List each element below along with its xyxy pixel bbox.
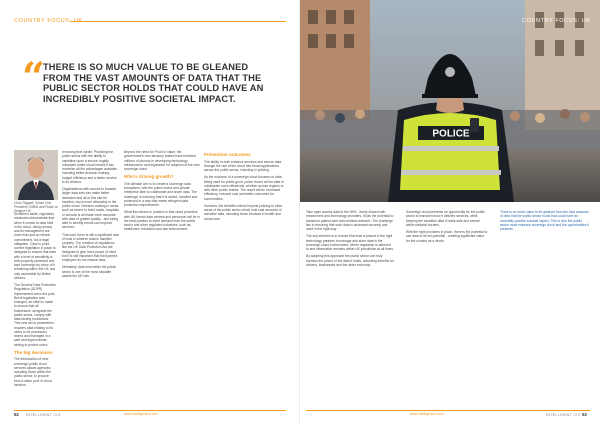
column-6 [406,210,488,246]
url-right[interactable]: www.intelligentcio.com [410,412,445,416]
paragraph: That said, there is still a significant lack of trust in whether data is handled properly. The creation of regulations like the UK Data Protection Act are designed to give more peace of mind, but it is still important that third parties employed do not misuse data. [62,232,119,262]
column-5 [306,210,394,270]
paragraph: The ability to both enhance services and secure data through the use of the cloud has broad applications across the public sector, including in policing. [204,159,282,172]
paragraph: Ultimately, data held within the public sector is one of the most valuable assets the UK has. [62,265,116,278]
paragraph: Sovereign cloud presents an opportunity for the public sector to transform how it delivers services, while keeping the sensitive data it holds safe and secure within national borders. [406,210,485,227]
right-page [300,0,600,424]
portrait-photo [14,150,58,200]
subheading: The big decisions [14,349,53,355]
page-number-left: 52 [14,412,19,417]
subheading: Prevention outcomes [204,152,251,157]
footer-rule-left [14,410,286,411]
paragraph: The ultimate aim is to create a sovereign data ecosystem, with the public sector and private enterprise able to collaborate and share data. The challenge is ensuring that it is stored, handled and protected in a way that meets stringent data protection requirements. [124,181,198,207]
column-2 [62,150,120,281]
paragraph: Organisations with access to broader, larger data sets can make better decisions and all of this can be handled, much more affordably in the public cloud. Decision-making in areas such as where to build roads, hospitals or schools is all made more accurate with data of greater quality - and being able to identify trends can improve services. [62,187,119,230]
pull-quote: THERE IS SO MUCH VALUE TO BE GLEANED FROM THE VAST AMOUNTS OF DATA THAT THE PUBLIC SECTOR HOLDS THAT COULD HAVE AN INCREDIBLY POSITIVE SOCIETAL IMPACT. [43,62,264,104]
paragraph: There is so much value to be gleaned from the vast amounts of data that the public sector holds that could have an incredibly positive societal impact. This is why the public sector must embrace sovereign cloud and the opportunities it presents. [500,210,590,231]
page-number-right: 53 [582,412,587,417]
column-1 [14,212,56,390]
paragraph: What this means in practice is that cloud providers with UK-based data centres and personnel will be in the best position to meet demand from the public sector and other regulated industries, such as healthcare, education and law enforcement. [124,210,200,232]
portrait-caption: Chris Paggett, Senior Vice President, EMEA and Public at Zengine UK [14,201,58,213]
section-tag-left: COUNTRY FOCUS: UK [14,18,83,24]
vest-text: POLICE [432,128,470,140]
police-officer-image [300,0,600,202]
paragraph: As the outcome of a sovereign cloud focuses on data being used for public good, police forces will be able to collaborate more effectively, whether across regions or with other public bodies. The result will be increased efficiency, reduced cost and better outcomes for communities. [204,175,284,201]
section-tag-right: COUNTRY FOCUS: UK [522,18,591,24]
portrait-image [14,150,58,200]
paragraph: The introduction of new sovereign public cloud services allows agencies, including those within the public sector, to procure from a wider pool of cloud vendors. [14,357,52,387]
column-4 [204,150,286,224]
paragraph: removing that hurdle. Providing the public sector with the ability to capitalise upon a secure, legally compliant public cloud means it can monetise all the advantages available - including better decision-making, budget efficiency and a better service to its citizens. [62,150,119,184]
paragraph: Sentiment aside, regulatory measures demonstrate that when it comes to data held in the cloud, doing privacy and its management are more than just an ethical commitment, but a legal obligation. Case in point, current legislation in place is designed to ensure that data with a level of sensitivity is both properly protected and kept sovereign by virtue of it remaining within the UK and only accessible by British citizens. [14,212,56,280]
paragraph: The General Data Protection Regulation (GDPR) implemented when the post-Brexit legislation was changed, an effort is made to ensure that all businesses, alongside the public sector, comply with data storing restrictions. This new set of parameters requires data relating to its users to be processed, stored and managed in a safe and legal manner, aiming to protect users. [14,283,56,347]
section-rule-left [70,21,286,22]
open-quote-icon: “ [22,54,46,101]
subheading: Who's driving growth? [124,174,174,180]
hero-photo [300,0,600,202]
footer-rule-right [306,410,590,411]
column-3 [124,150,200,235]
brand-left: INTELLIGENT CIO [26,412,61,417]
paragraph: However, the benefits extend beyond policing to other areas of the public sector which hold vast amounts of sensitive data, including those involved in health and social care. [204,203,283,221]
paragraph: Beyond the need for Proof of value, the government's own advisory bodies have invested millions of pounds in developing technology infrastructure and legislation for adoption of the new sovereign cloud. [124,150,200,171]
url-left[interactable]: www.intelligentcio.com [124,412,159,416]
paragraph: By adopting this approach the public sector can truly harness the power of the data it holds, unlocking benefits for citizens, businesses and the wider economy. [306,254,394,267]
paragraph: With the right providers in place, there is the potential to use data to its full potential - creating significant value for the country as a whole. [406,230,488,243]
column-7 [500,210,590,234]
paragraph: The key element is to ensure that trust is placed in the right technology partners to manage and store data in the sovereign cloud environment, where regulation is adhered to and information remains within UK jurisdiction at all times. [306,234,394,251]
brand-right: INTELLIGENT CIO [546,412,581,417]
paragraph: Take open access data in the NHS - freely shared with researchers and technology providers, it has the potential to transform patient care and medical research. The challenge lies in ensuring that such data is accessed securely and used in the right way. [306,210,394,231]
